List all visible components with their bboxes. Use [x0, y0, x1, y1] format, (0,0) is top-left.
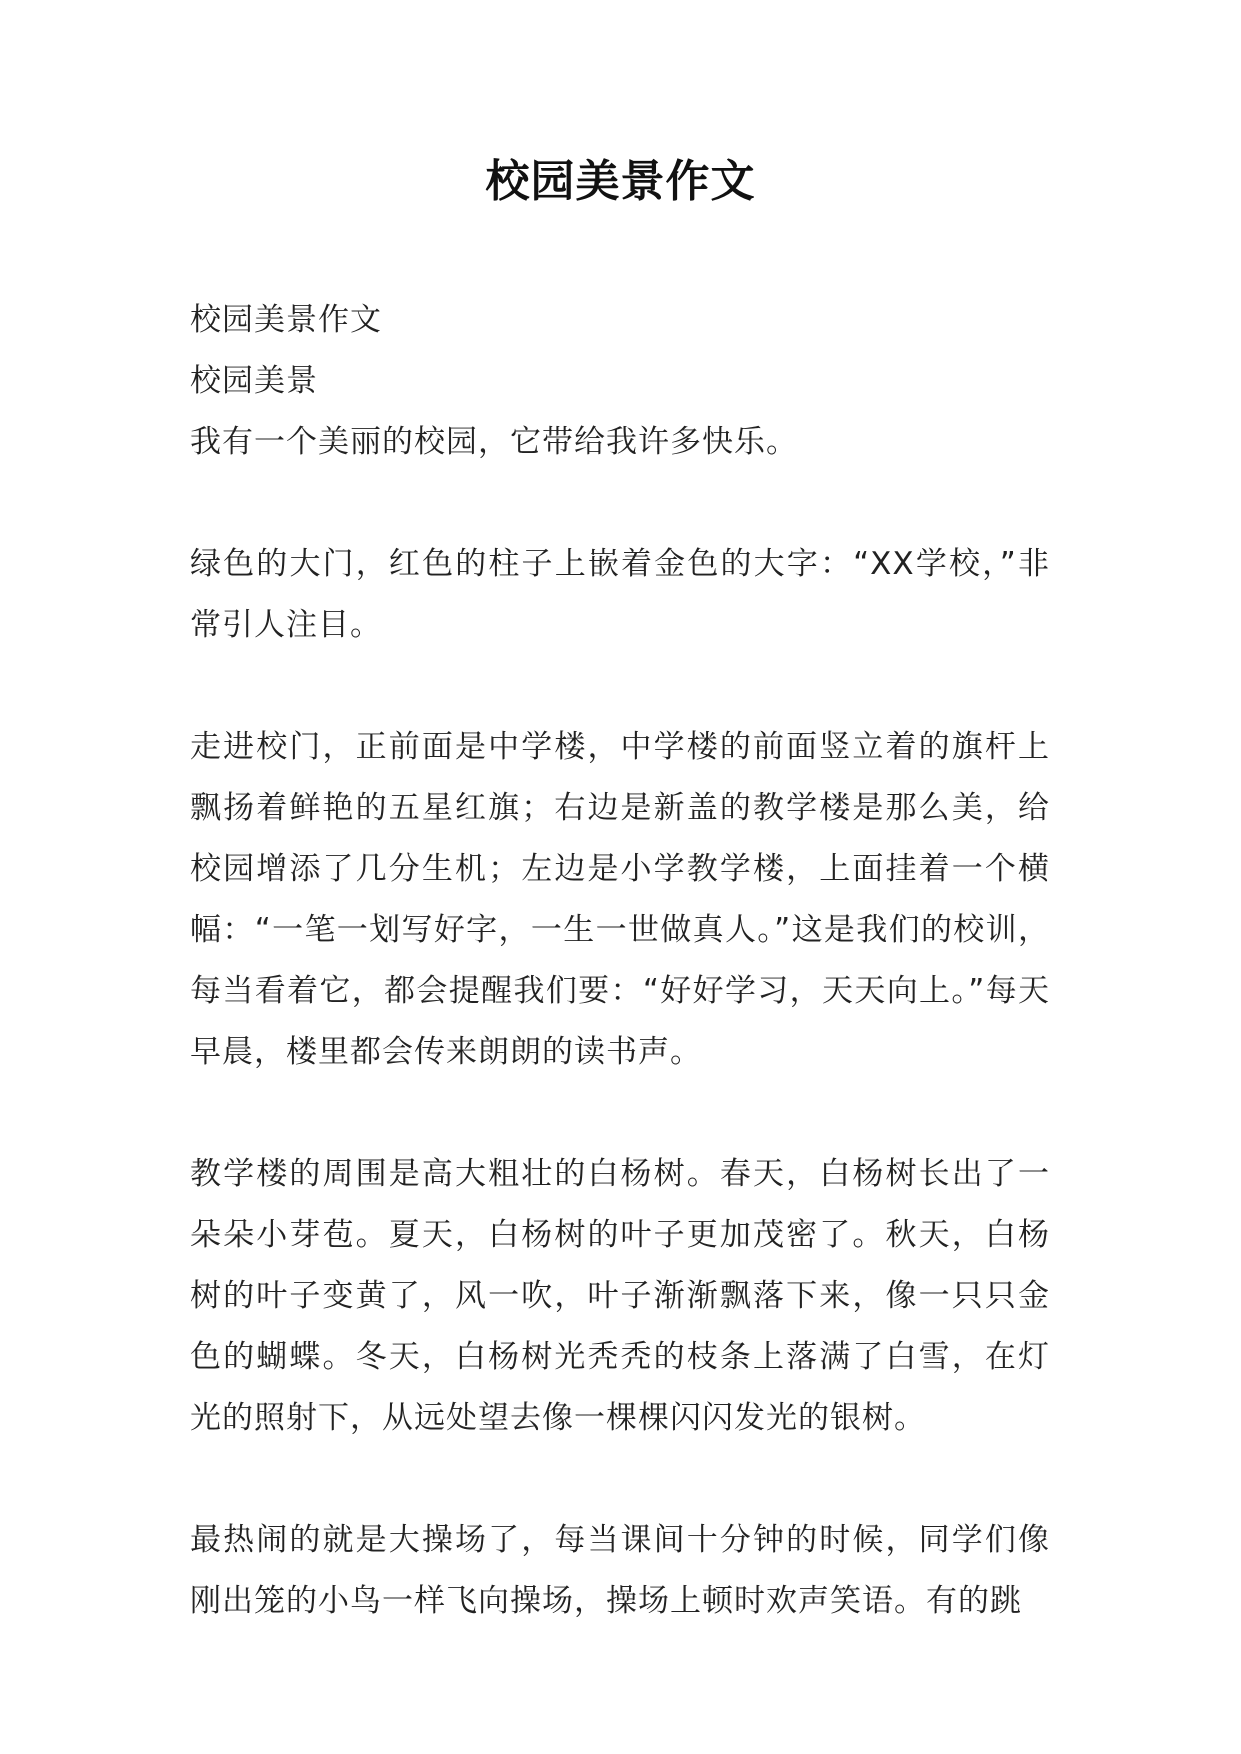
paragraph-gate: 绿色的大门，红色的柱子上嵌着金色的大字：“XX学校，”非常引人注目。	[190, 546, 1050, 643]
paragraph-poplar-trees: 教学楼的周围是高大粗壮的白杨树。春天，白杨树长出了一朵朵小芽苞。夏天，白杨树的叶子更加茂密了。秋天，白杨树的叶子变黄了，风一吹，叶子渐渐飘落下来，像一只只金色的蝴蝶。冬天，白杨树光秃秃的枝条上落满了白雪，在灯光的照射下，从远处望去像一棵棵闪闪发光的银树。	[190, 1156, 1050, 1436]
paragraph-playground: 最热闹的就是大操场了，每当课间十分钟的时候，同学们像刚出笼的小鸟一样飞向操场，操场上顿时欢声笑语。有的跳	[190, 1522, 1050, 1619]
document-title: 校园美景作文	[485, 156, 756, 207]
body-line-subtitle: 校园美景	[190, 363, 318, 399]
document-body	[190, 290, 1050, 1632]
body-line-intro: 我有一个美丽的校园，它带给我许多快乐。	[190, 424, 798, 460]
paragraph-buildings: 走进校门，正前面是中学楼，中学楼的前面竖立着的旗杆上飘扬着鲜艳的五星红旗；右边是新盖的教学楼是那么美，给校园增添了几分生机；左边是小学教学楼，上面挂着一个横幅：“一笔一划写好字，一生一世做真人。”这是我们的校训，每当看着它，都会提醒我们要：“好好学习，天天向上。”每天早晨，楼里都会传来朗朗的读书声。	[190, 729, 1050, 1070]
body-line-heading: 校园美景作文	[190, 302, 382, 338]
